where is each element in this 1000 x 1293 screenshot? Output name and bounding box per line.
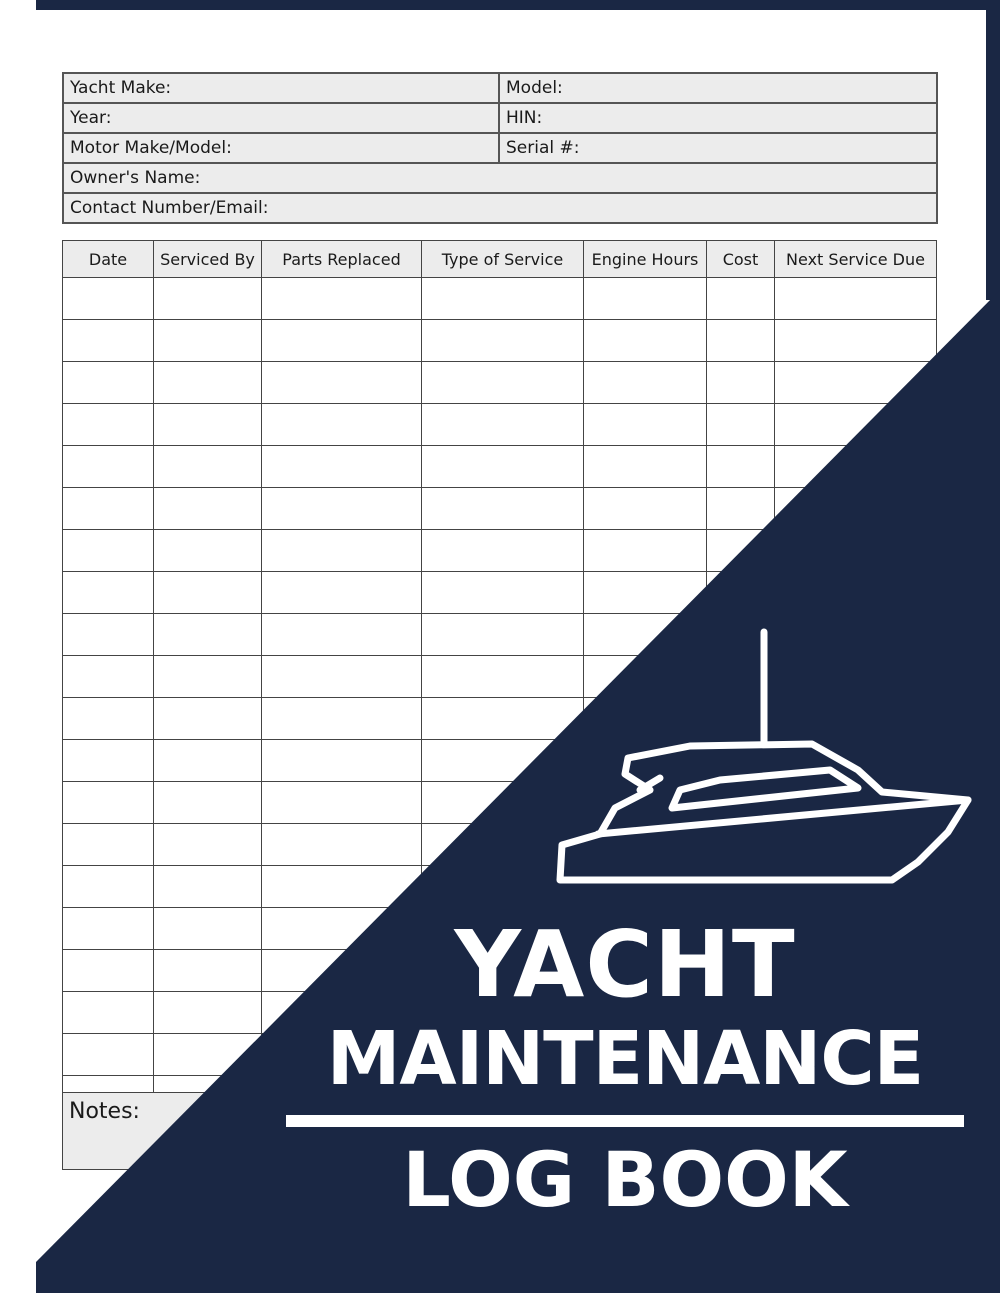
year-field: Year:: [63, 103, 499, 133]
log-header-cell: Parts Replaced: [262, 241, 422, 278]
log-header-cell: Serviced By: [154, 241, 262, 278]
title-divider: [286, 1115, 964, 1127]
log-header-cell: Next Service Due: [775, 241, 937, 278]
title-yacht: YACHT: [454, 911, 796, 1018]
title-log-book: LOG BOOK: [402, 1135, 848, 1224]
log-header-cell: Date: [63, 241, 154, 278]
log-header-cell: Engine Hours: [584, 241, 707, 278]
log-header-cell: Type of Service: [422, 241, 584, 278]
title-maintenance: MAINTENANCE: [326, 1016, 924, 1102]
serial-field: Serial #:: [499, 133, 937, 163]
yacht-make-field: Yacht Make:: [63, 73, 499, 103]
motor-make-model-field: Motor Make/Model:: [63, 133, 499, 163]
notes-label: Notes:: [69, 1099, 140, 1124]
hin-field: HIN:: [499, 103, 937, 133]
contact-field: Contact Number/Email:: [63, 193, 937, 223]
owners-name-field: Owner's Name:: [63, 163, 937, 193]
cover-title: [270, 911, 980, 1224]
log-header-cell: Cost: [707, 241, 775, 278]
model-field: Model:: [499, 73, 937, 103]
